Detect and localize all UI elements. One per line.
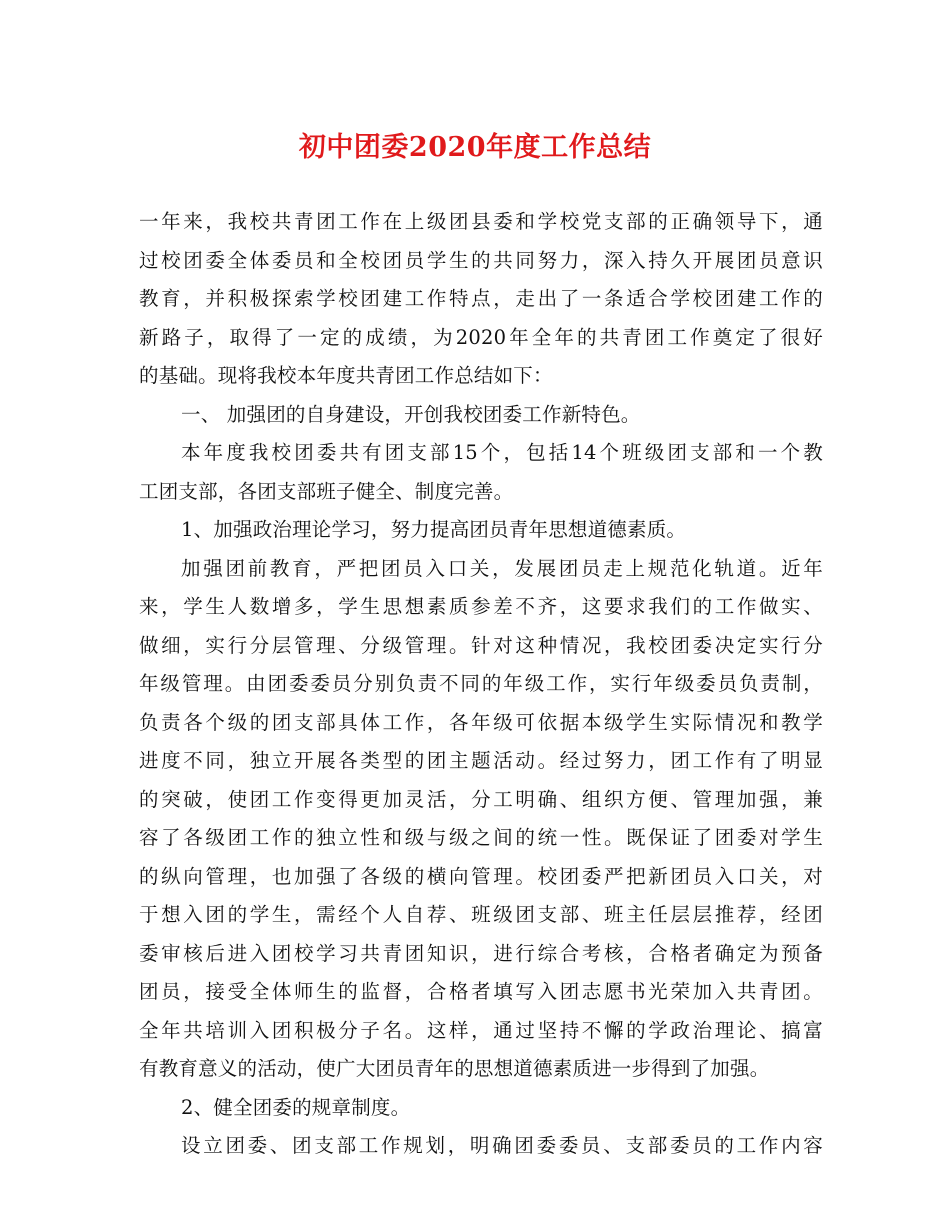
document-body: [139, 203, 823, 1166]
paragraph-line: 来，学生人数增多，学生思想素质参差不齐，这要求我们的工作做实、: [139, 595, 823, 618]
paragraph-line: 全年共培训入团积极分子名。这样，通过坚持不懈的学政治理论、搞富: [139, 1018, 823, 1042]
document-title: 初中团委2020年度工作总结: [298, 132, 652, 163]
paragraph-line: 新路子，取得了一定的成绩，为2020年全年的共青团工作奠定了很好: [139, 325, 823, 349]
paragraph-line: 1、加强政治理论学习，努力提高团员青年思想道德素质。: [181, 518, 687, 541]
paragraph-line: 于想入团的学生，需经个人自荐、班级团支部、班主任层层推荐，经团: [139, 903, 823, 926]
paragraph-line: 委审核后进入团校学习共青团知识，进行综合考核，合格者确定为预备: [139, 941, 823, 965]
paragraph-line: 的突破，使团工作变得更加灵活，分工明确、组织方便、管理加强，兼: [139, 787, 823, 811]
paragraph-line: 2、健全团委的规章制度。: [181, 1095, 411, 1119]
paragraph-line: 的基础。现将我校本年度共青团工作总结如下：: [139, 364, 553, 387]
paragraph-line: 加强团前教育，严把团员入口关，发展团员走上规范化轨道。近年: [181, 556, 823, 580]
paragraph-line: 进度不同，独立开展各类型的团主题活动。经过努力，团工作有了明显: [139, 749, 823, 772]
paragraph-line: 一年来，我校共青团工作在上级团县委和学校党支部的正确领导下，通: [139, 210, 823, 233]
paragraph-line: 年级管理。由团委委员分别负责不同的年级工作，实行年级委员负责制，: [139, 672, 823, 695]
paragraph-line: 本年度我校团委共有团支部15个，包括14个班级团支部和一个教: [181, 441, 823, 464]
paragraph-line: 的纵向管理，也加强了各级的横向管理。校团委严把新团员入口关，对: [139, 864, 823, 888]
paragraph-line: 团员，接受全体师生的监督，合格者填写入团志愿书光荣加入共青团。: [139, 980, 823, 1003]
paragraph-line: 有教育意义的活动，使广大团员青年的思想道德素质进一步得到了加强。: [139, 1057, 770, 1080]
paragraph-line: 做细，实行分层管理、分级管理。针对这种情况，我校团委决定实行分: [139, 633, 823, 657]
paragraph-line: 负责各个级的团支部具体工作，各年级可依据本级学生实际情况和教学: [139, 710, 823, 734]
paragraph-line: 教育，并积极探索学校团建工作特点，走出了一条适合学校团建工作的: [139, 287, 823, 310]
paragraph-line: 一、 加强团的自身建设，开创我校团委工作新特色。: [181, 402, 641, 426]
paragraph-line: 设立团委、团支部工作规划，明确团委委员、支部委员的工作内容: [181, 1134, 823, 1157]
paragraph-line: 工团支部，各团支部班子健全、制度完善。: [139, 479, 514, 503]
paragraph-line: 过校团委全体委员和全校团员学生的共同努力，深入持久开展团员意识: [139, 248, 823, 272]
paragraph-line: 容了各级团工作的独立性和级与级之间的统一性。既保证了团委对学生: [139, 826, 823, 849]
